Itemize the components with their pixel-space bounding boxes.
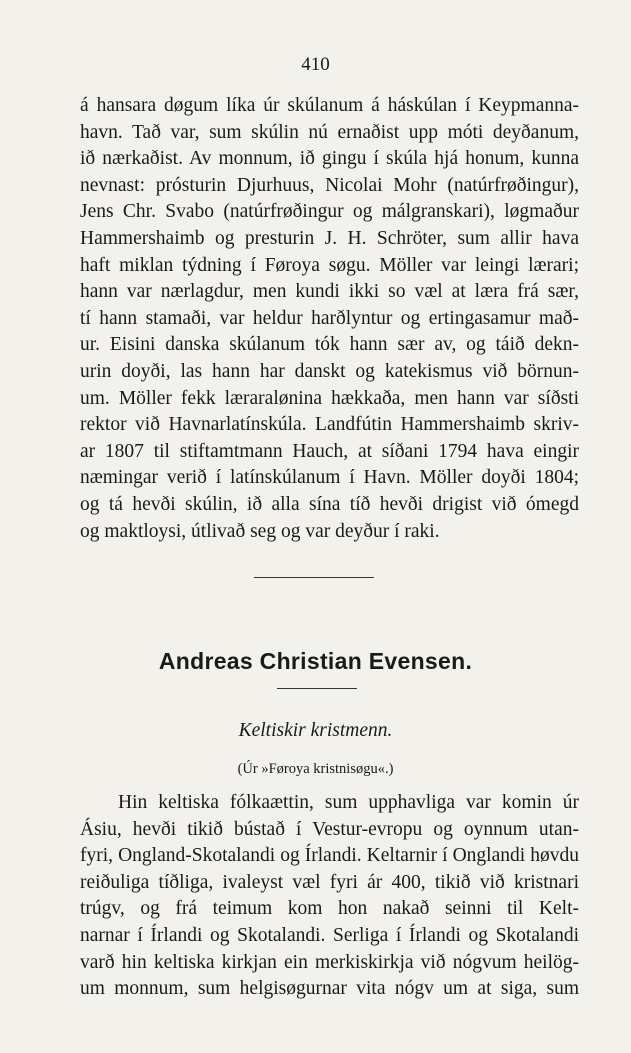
section-title: Andreas Christian Evensen. xyxy=(158,648,473,674)
paragraph-2 xyxy=(80,790,579,1003)
text-line: havn. Tað var, sum skúlin nú ernaðist upp móti deyðanum, xyxy=(80,121,579,143)
text-line: trúgv, og frá teimum kom hon nakað seinni til Kelt- xyxy=(80,898,579,920)
text-line: narnar í Írlandi og Skotalandi. Serliga í Írlandi og Skotalandi xyxy=(80,924,579,946)
text-line: og tá hevði skúlin, ið alla sína tíð hevði drigist við ómegd xyxy=(80,493,579,515)
text-line: Jens Chr. Svabo (natúrfrøðingur og málgranskari), løgmaður xyxy=(80,201,579,223)
text-line: á hansara døgum líka úr skúlanum á háskúlan í Keypmanna- xyxy=(80,95,579,116)
text-line: Ásiu, hevði tikið bústað í Vestur-evropu og oynnum utan- xyxy=(80,818,579,840)
source-note: (Úr »Føroya kristnisøgu«.) xyxy=(237,761,394,777)
text-line: fyri, Ongland-Skotalandi og Írlandi. Keltarnir í Onglandi høvdu xyxy=(80,845,579,867)
text-line: haft miklan týdning í Føroya søgu. Möller var leingi lærari; xyxy=(80,254,579,276)
text-line: reiðuliga tíðliga, ivaleyst væl fyri ár 400, tikið við kristnari xyxy=(80,871,579,893)
paragraph-1 xyxy=(80,93,579,545)
text-line: um. Möller fekk læraralønina hækkaða, men hann var síðsti xyxy=(80,387,579,409)
text-line: rektor við Havnarlatínskúla. Landfútin Hammershaimb skriv- xyxy=(80,414,579,436)
text-line: varð hin keltiska kirkjan ein merkiskirkja við nógvum heilög- xyxy=(80,951,579,973)
text-line: Hammershaimb og presturin J. H. Schröter, sum allir hava xyxy=(80,227,579,249)
section-divider xyxy=(254,577,374,578)
text-line: næmingar verið í latínskúlanum í Havn. Möller doyði 1804; xyxy=(80,467,579,489)
text-line: nevnast: prósturin Djurhuus, Nicolai Mohr (natúrfrøðingur), xyxy=(80,174,579,196)
page-number: 410 xyxy=(301,54,330,75)
text-line: ur. Eisini danska skúlanum tók hann sær av, og táið dekn- xyxy=(80,334,579,356)
text-line: og maktloysi, útlivað seg og var deyður í raki. xyxy=(80,520,440,542)
text-line: um monnum, sum helgisøgurnar vita nógv um at siga, sum xyxy=(80,978,579,1000)
section-subtitle: Keltiskir kristmenn. xyxy=(238,720,393,741)
text-line: urin doyði, las hann har danskt og katekismus við börnun- xyxy=(80,360,579,382)
text-line: hann var nærlagdur, men kundi ikki so væl at læra frá sær, xyxy=(80,281,579,303)
text-line: ið nærkaðist. Av monnum, ið gingu í skúla hjá honum, kunna xyxy=(80,148,579,170)
text-line: ar 1807 til stiftamtmann Hauch, at síðani 1794 hava eingir xyxy=(80,440,579,462)
text-line: Hin keltiska fólkaættin, sum upphavliga var komin úr xyxy=(118,792,579,813)
text-line: tí hann stamaði, var heldur harðlyntur og ertingasamur mað- xyxy=(80,307,579,329)
title-underline xyxy=(277,688,357,689)
